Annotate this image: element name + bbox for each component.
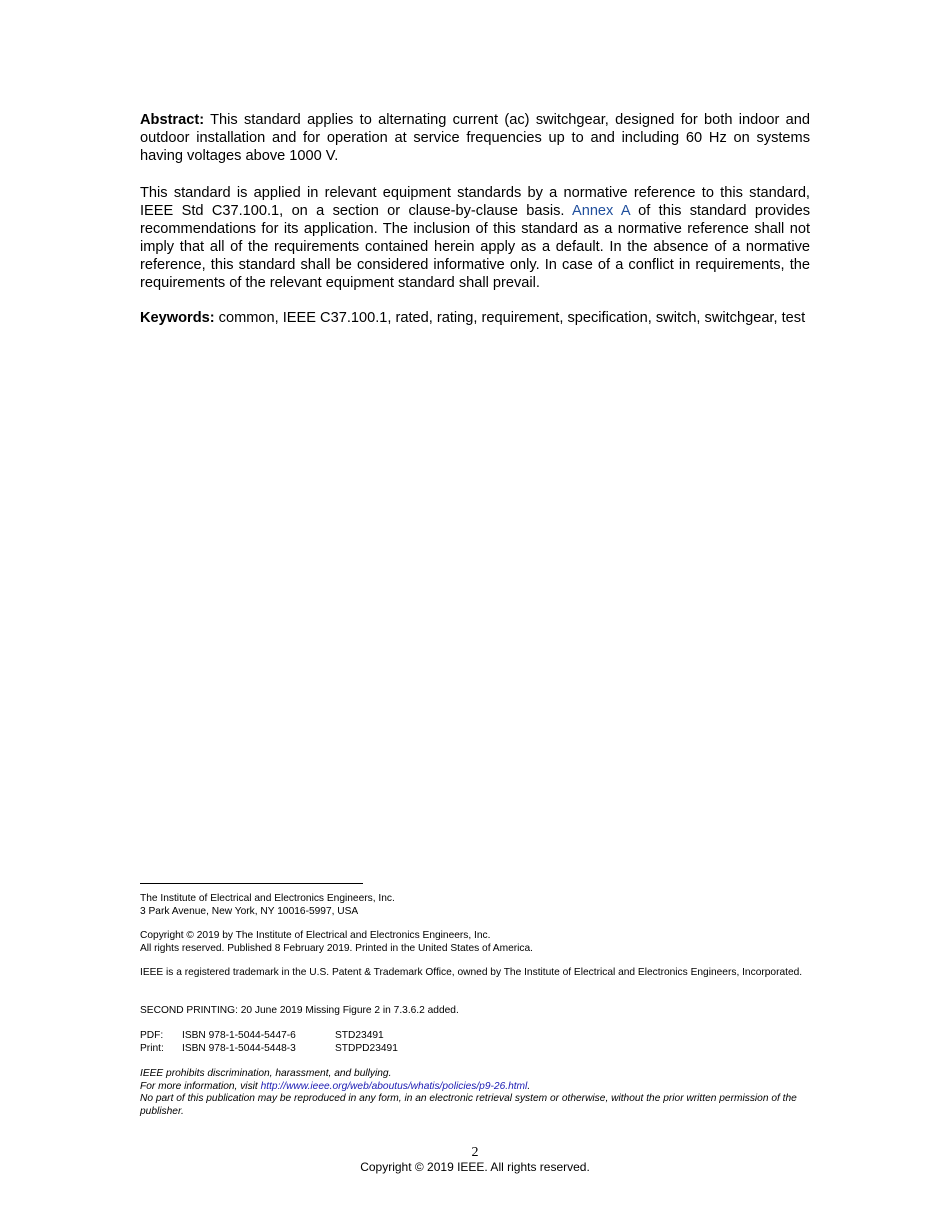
isbn-number: ISBN 978-1-5044-5447-6 xyxy=(182,1030,296,1041)
trademark-notice: IEEE is a registered trademark in the U.S. Patent & Trademark Office, owned by The Institute of Electrical and Electronics Engineers, Incorporated. xyxy=(140,967,803,978)
page-footer: Copyright © 2019 IEEE. All rights reserved. xyxy=(360,1160,590,1174)
printing-notice: SECOND PRINTING: 20 June 2019 Missing Figure 2 in 7.3.6.2 added. xyxy=(140,1005,459,1016)
scope-text-before: This standard is applied in relevant equipment standards by a normative reference to this standard, IEEE Std C37.100.1, on a section or clause-by-clause basis. xyxy=(140,185,810,219)
more-info-prefix: For more information, visit xyxy=(140,1080,261,1092)
isbn-label: Print: xyxy=(140,1042,164,1054)
rights-line: All rights reserved. Published 8 February 2019. Printed in the United States of America. xyxy=(140,942,533,954)
abstract-paragraph xyxy=(140,111,810,165)
scope-paragraph xyxy=(140,184,810,292)
copyright-line: Copyright © 2019 by The Institute of Electrical and Electronics Engineers, Inc. xyxy=(140,930,491,941)
abstract-label: Abstract: xyxy=(140,112,205,128)
institute-address: 3 Park Avenue, New York, NY 10016-5997, USA xyxy=(140,905,359,917)
policy-link[interactable]: http://www.ieee.org/web/aboutus/whatis/policies/p9-26.html xyxy=(260,1080,528,1092)
more-info-suffix: . xyxy=(527,1080,531,1092)
page-number: 2 xyxy=(471,1145,479,1160)
isbn-row-print xyxy=(140,1043,814,1056)
isbn-row-pdf xyxy=(140,1030,814,1043)
scope-text-after: of this standard provides recommendations for its application. The inclusion of this standard as a normative reference shall not imply that all of the requirements contained herein apply as a default. In the absence of a normative reference, this standard shall be considered informative only. In case of a conflict in requirements, the requirements of the relevant equipment standard shall prevail. xyxy=(140,203,810,291)
isbn-number: ISBN 978-1-5044-5448-3 xyxy=(182,1042,296,1054)
isbn-label: PDF: xyxy=(140,1030,164,1041)
institute-block xyxy=(140,893,814,918)
keywords-label: Keywords: xyxy=(140,310,215,326)
reproduction-notice: No part of this publication may be reproduced in any form, in an electronic retrieval system or otherwise, without the prior written permission of the publisher. xyxy=(140,1093,797,1117)
more-info-line xyxy=(140,1081,814,1094)
annex-a-link[interactable]: Annex A xyxy=(571,203,630,219)
keywords-paragraph xyxy=(140,309,810,327)
isbn-code: STD23491 xyxy=(335,1030,384,1041)
keywords-text: common, IEEE C37.100.1, rated, rating, requirement, specification, switch, switchgear, test xyxy=(214,310,806,326)
isbn-block xyxy=(140,1030,814,1055)
legal-notice xyxy=(140,1068,814,1118)
isbn-code: STDPD23491 xyxy=(335,1042,398,1054)
copyright-block xyxy=(140,930,814,955)
abstract-text: This standard applies to alternating current (ac) switchgear, designed for both indoor and outdoor installation and for operation at service frequencies up to and including 60 Hz on systems having voltages above 1000 V. xyxy=(140,112,810,164)
prohibits-line: IEEE prohibits discrimination, harassment, and bullying. xyxy=(140,1068,392,1079)
footnote-divider xyxy=(140,883,363,884)
institute-name: The Institute of Electrical and Electronics Engineers, Inc. xyxy=(140,893,395,904)
